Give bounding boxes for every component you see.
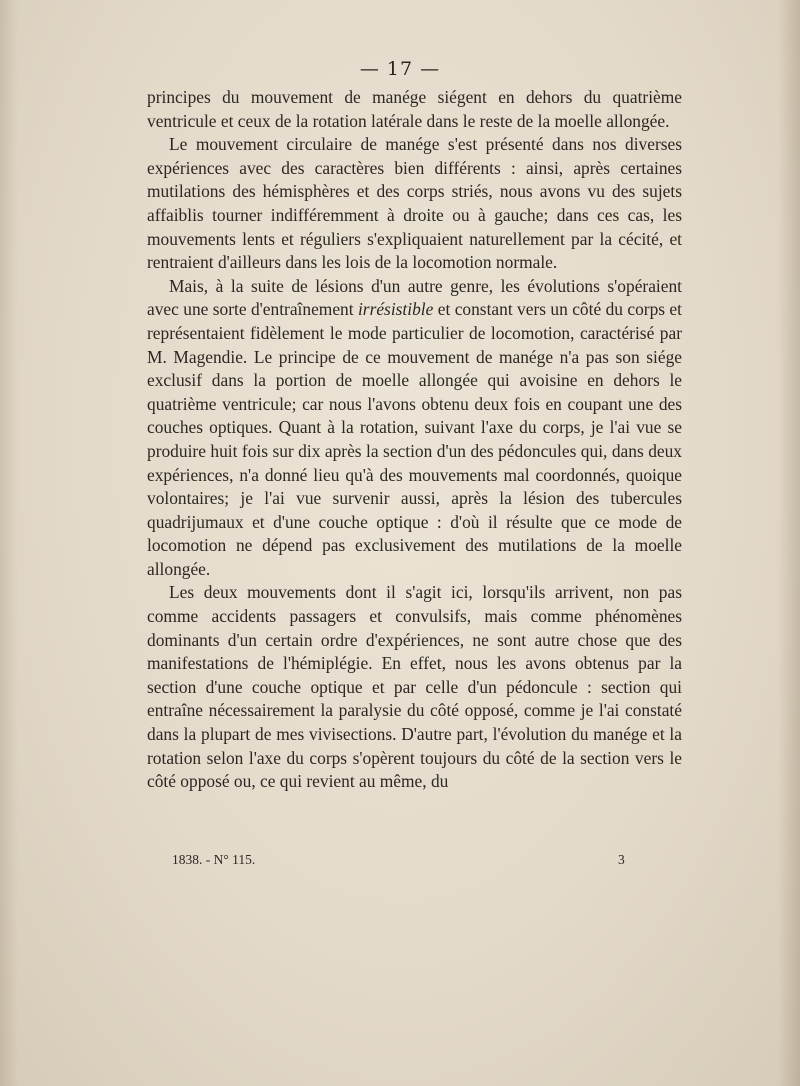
paragraph-2-text: Le mouvement circulaire de manége s'est présenté dans nos diverses expériences avec des caractères bien différents : ainsi, après certaines mutilations des hémisphères et des corps striés, nous avons vu des sujets affaiblis tourner indifféremment à droite ou à gauche; dans ces cas, les mouvements lents et réguliers s'expliquaient naturellement par la cécité, et rentraient d'ailleurs dans les lois de la locomotion normale. (147, 134, 682, 273)
paragraph-1 (147, 86, 682, 133)
body-text (147, 86, 682, 794)
paragraph-3-text-b: et constant vers un côté du corps et représentaient fidèlement le mode particulier de locomotion, caractérisé par M. Magendie. Le principe de ce mouvement de manége n'a pas son siége exclusif dans la portion de moelle allongée qui avoisine en dehors le quatrième ventricule; car nous l'avons obtenu deux fois en coupant une des couches optiques. Quant à la rotation, suivant l'axe du corps, je l'ai vue se produire huit fois sur dix après la section d'un des pédoncules qui, dans deux expériences, n'a donné lieu qu'à des mouvements mal coordonnés, quoique volontaires; je l'ai vue survenir aussi, après la lésion des tubercules quadrijumaux et d'une couche optique : d'où il résulte que ce mode de locomotion ne dépend pas exclusivement des mutilations de la moelle allongée. (147, 299, 682, 579)
page-number-header: — 17 — (359, 58, 441, 80)
paragraph-3-text-a: Mais, à la suite de lésions d'un autre genre, les évolutions s'opéraient avec une sorte d'entraînement (147, 275, 682, 320)
paragraph-4 (147, 581, 682, 793)
paragraph-3-italic-term: irrésistible (357, 299, 434, 320)
paragraph-4-text: Les deux mouvements dont il s'agit ici, lorsqu'ils arrivent, non pas comme accidents passagers et convulsifs, mais comme phénomènes dominants d'un certain ordre d'expériences, ne sont autre chose que des manifestations de l'hémiplégie. En effet, nous les avons obtenus par la section d'une couche optique et par celle d'un pédoncule : section qui entraîne nécessairement la paralysie du côté opposé, comme je l'ai constaté dans la plupart de mes vivisections. D'autre part, l'évolution du manége et la rotation selon l'axe du corps s'opèrent toujours du côté de la section vers le côté opposé ou, ce qui revient au même, du (147, 582, 682, 792)
paragraph-3 (147, 275, 682, 582)
sheet-number: 3 (618, 852, 625, 867)
printer-signature: 1838. - N° 115. (172, 852, 256, 867)
paragraph-1-text: principes du mouvement de manége siégent en dehors du quatrième ventricule et ceux de la rotation latérale dans le reste de la moelle allongée. (147, 87, 682, 131)
page-shadow-right (778, 0, 800, 1086)
paragraph-2 (147, 133, 682, 275)
page-shadow-left (0, 0, 18, 1086)
